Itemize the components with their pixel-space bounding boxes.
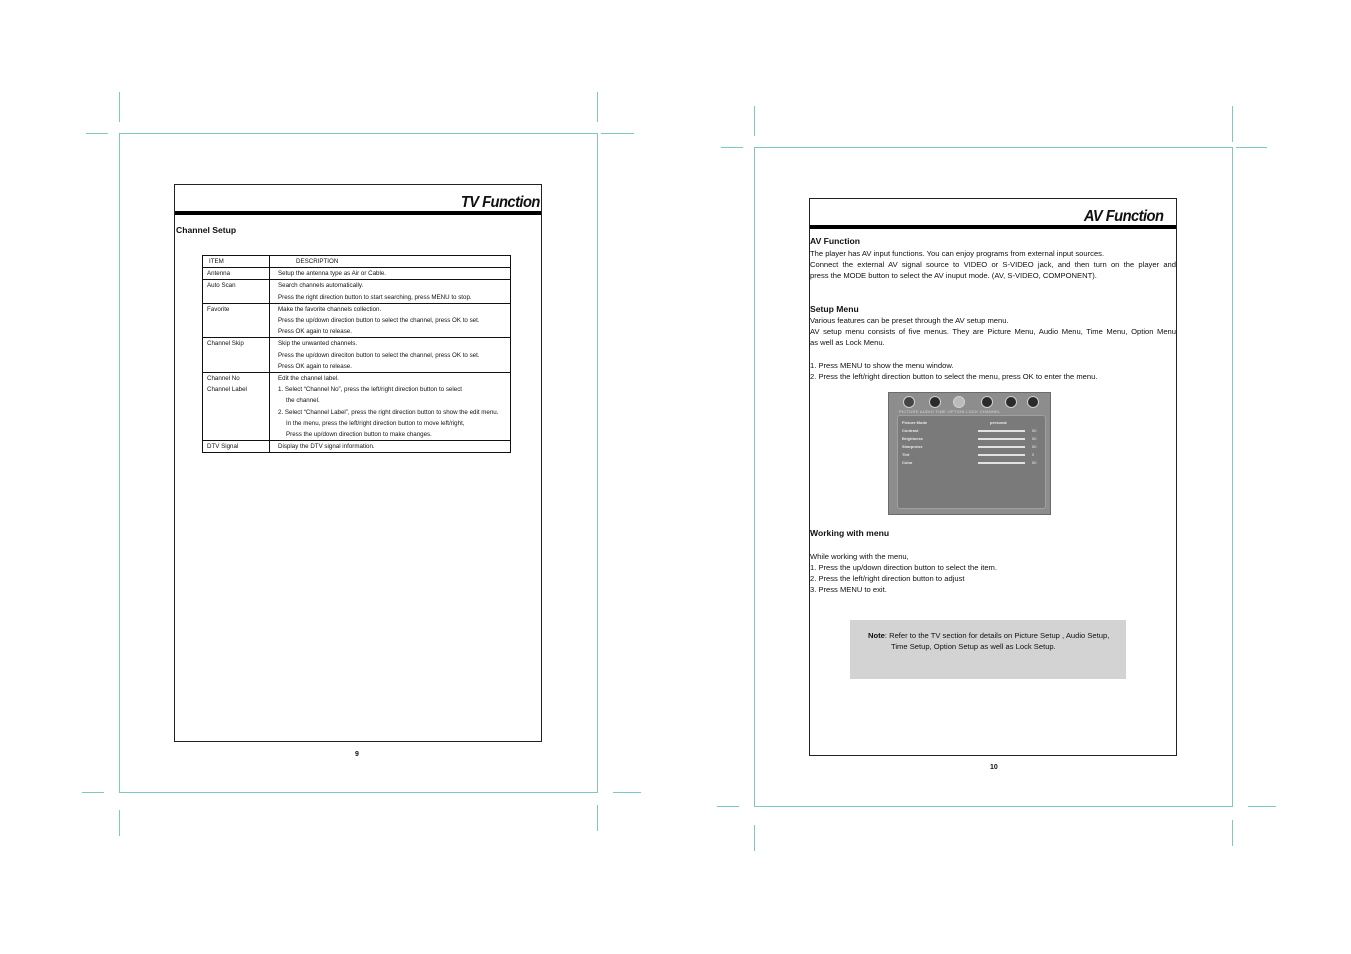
menu-row-slider <box>978 446 1025 448</box>
working-text <box>810 551 1176 595</box>
menu-row-label: Color <box>902 460 913 465</box>
setup-menu-steps <box>810 360 1176 382</box>
text-line: press the MODE button to select the AV inuput mode. (AV, S-VIDEO, COMPONENT). <box>810 271 1097 280</box>
description-text: the channel. <box>286 397 320 405</box>
description-text: Press the up/down direciton button to select the channel, press OK to set. <box>278 351 480 359</box>
item-cell <box>203 338 270 373</box>
text-line: While working with the menu, <box>810 552 909 561</box>
menu-row-label: Picture Mode <box>902 420 928 425</box>
item-text: Channel Label <box>207 386 247 394</box>
table-row <box>203 303 511 338</box>
menu-row-value: 50 <box>1032 460 1037 465</box>
menu-row <box>902 444 1040 450</box>
note-box <box>850 620 1126 679</box>
section-title: Channel Setup <box>176 225 237 235</box>
menu-row-slider <box>978 430 1025 432</box>
setup-menu-text <box>810 315 1176 348</box>
audio-tab-icon <box>929 396 941 408</box>
description-cell <box>270 373 511 441</box>
menu-row-label: Contrast <box>902 428 919 433</box>
item-cell <box>203 303 270 338</box>
description-text: Press the right direction button to start searching, press MENU to stop. <box>278 293 472 301</box>
description-text: Press OK again to release. <box>278 362 352 370</box>
description-text: Press OK again to release. <box>278 328 352 336</box>
item-text: Auto Scan <box>207 282 236 290</box>
menu-screenshot <box>888 392 1051 515</box>
menu-row <box>902 452 1040 458</box>
note-label: Note <box>868 631 885 640</box>
menu-row <box>902 428 1040 434</box>
text-line: AV setup menu consists of five menus. They are Picture Menu, Audio Menu, Time Menu, Option Menu <box>810 327 1176 336</box>
description-text: Search channels automatically. <box>278 282 364 290</box>
description-text: Press the up/down direction button to make changes. <box>286 431 432 439</box>
table-header-row <box>203 256 511 268</box>
picture-tab-icon <box>903 396 915 408</box>
menu-row <box>902 460 1040 466</box>
menu-row-value: personal <box>990 420 1007 425</box>
header-description: DESCRIPTION <box>296 258 339 265</box>
setup-menu-title: Setup Menu <box>810 304 859 314</box>
table-row <box>203 280 511 303</box>
description-text: Press the up/down direction button to select the channel, press OK to set. <box>278 317 480 325</box>
menu-row <box>902 436 1040 442</box>
item-text: Channel Skip <box>207 340 244 348</box>
av-function-text <box>810 248 1176 281</box>
menu-row-slider <box>978 438 1025 440</box>
table-row <box>203 441 511 453</box>
av-function-title: AV Function <box>810 236 860 246</box>
text-line: 1. Press the up/down direction button to select the item. <box>810 563 997 572</box>
menu-row-value: 50 <box>1032 428 1037 433</box>
menu-row-label: Sharpness <box>902 444 923 449</box>
page-number: 9 <box>355 751 359 758</box>
item-cell <box>203 268 270 280</box>
text-line: as well as Lock Menu. <box>810 338 885 347</box>
text-line: The player has AV input functions. You can enjoy programs from external input sources. <box>810 249 1105 258</box>
step-line: 2. Press the left/right direction button to select the menu, press OK to enter the menu. <box>810 372 1098 381</box>
menu-row <box>902 420 1040 426</box>
description-text: Display the DTV signal information. <box>278 443 375 451</box>
option-tab-icon <box>981 396 993 408</box>
description-text: 2. Select “Channel Label”, press the right direction button to show the edit menu. <box>278 408 499 416</box>
table-row <box>203 338 511 373</box>
description-text: Setup the antenna type as Air or Cable. <box>278 270 387 278</box>
description-text: Make the favorite channels collection. <box>278 305 382 313</box>
time-tab-icon <box>953 396 965 408</box>
table-row <box>203 373 511 441</box>
description-text: Skip the unwanted channels. <box>278 340 358 348</box>
title-rule <box>810 225 1176 229</box>
note-line-1: : Refer to the TV section for details on Picture Setup , Audio Setup, <box>884 631 1110 640</box>
working-title: Working with menu <box>810 528 890 538</box>
item-cell <box>203 280 270 303</box>
page-number: 10 <box>990 764 998 771</box>
menu-row-slider <box>978 454 1025 456</box>
item-text: Favorite <box>207 305 230 313</box>
item-text: Antenna <box>207 270 231 278</box>
description-text: In the menu, press the left/right direction button to move left/right, <box>286 419 465 427</box>
description-cell <box>270 441 511 453</box>
description-text: Edit the channel label. <box>278 375 339 383</box>
step-line: 1. Press MENU to show the menu window. <box>810 361 954 370</box>
description-cell <box>270 303 511 338</box>
text-line: 3. Press MENU to exit. <box>810 585 887 594</box>
note-line-2: Time Setup, Option Setup as well as Lock Setup. <box>891 642 1056 651</box>
table-row <box>203 268 511 280</box>
page-title: AV Function <box>1083 208 1163 225</box>
title-rule <box>175 211 541 215</box>
channel-setup-table <box>202 255 511 453</box>
page-title: TV Function <box>461 194 540 211</box>
menu-panel <box>897 415 1046 509</box>
menu-row-slider <box>978 462 1025 464</box>
menu-tab-labels: PICTURE AUDIO TIME OPTION LOCK CHANNEL <box>899 409 1001 414</box>
menu-row-value: 50 <box>1032 444 1037 449</box>
description-cell <box>270 280 511 303</box>
menu-row-value: 50 <box>1032 436 1037 441</box>
item-cell <box>203 441 270 453</box>
item-cell <box>203 373 270 441</box>
item-text: Channel No <box>207 375 240 383</box>
text-line: 2. Press the left/right direction button to adjust <box>810 574 965 583</box>
description-cell <box>270 268 511 280</box>
description-text: 1. Select “Channel No”, press the left/right direction button to select <box>278 386 463 394</box>
header-item: ITEM <box>209 258 224 265</box>
text-line: Various features can be preset through the AV setup menu. <box>810 316 1009 325</box>
menu-row-label: Brightness <box>902 436 923 441</box>
description-cell <box>270 338 511 373</box>
channel-tab-icon <box>1027 396 1039 408</box>
lock-tab-icon <box>1005 396 1017 408</box>
item-text: DTV Signal <box>207 443 239 451</box>
menu-row-label: Tint <box>902 452 910 457</box>
menu-row-value: 0 <box>1032 452 1035 457</box>
text-line: Connect the external AV signal source to VIDEO or S-VIDEO jack, and then turn on the player and <box>810 260 1176 269</box>
